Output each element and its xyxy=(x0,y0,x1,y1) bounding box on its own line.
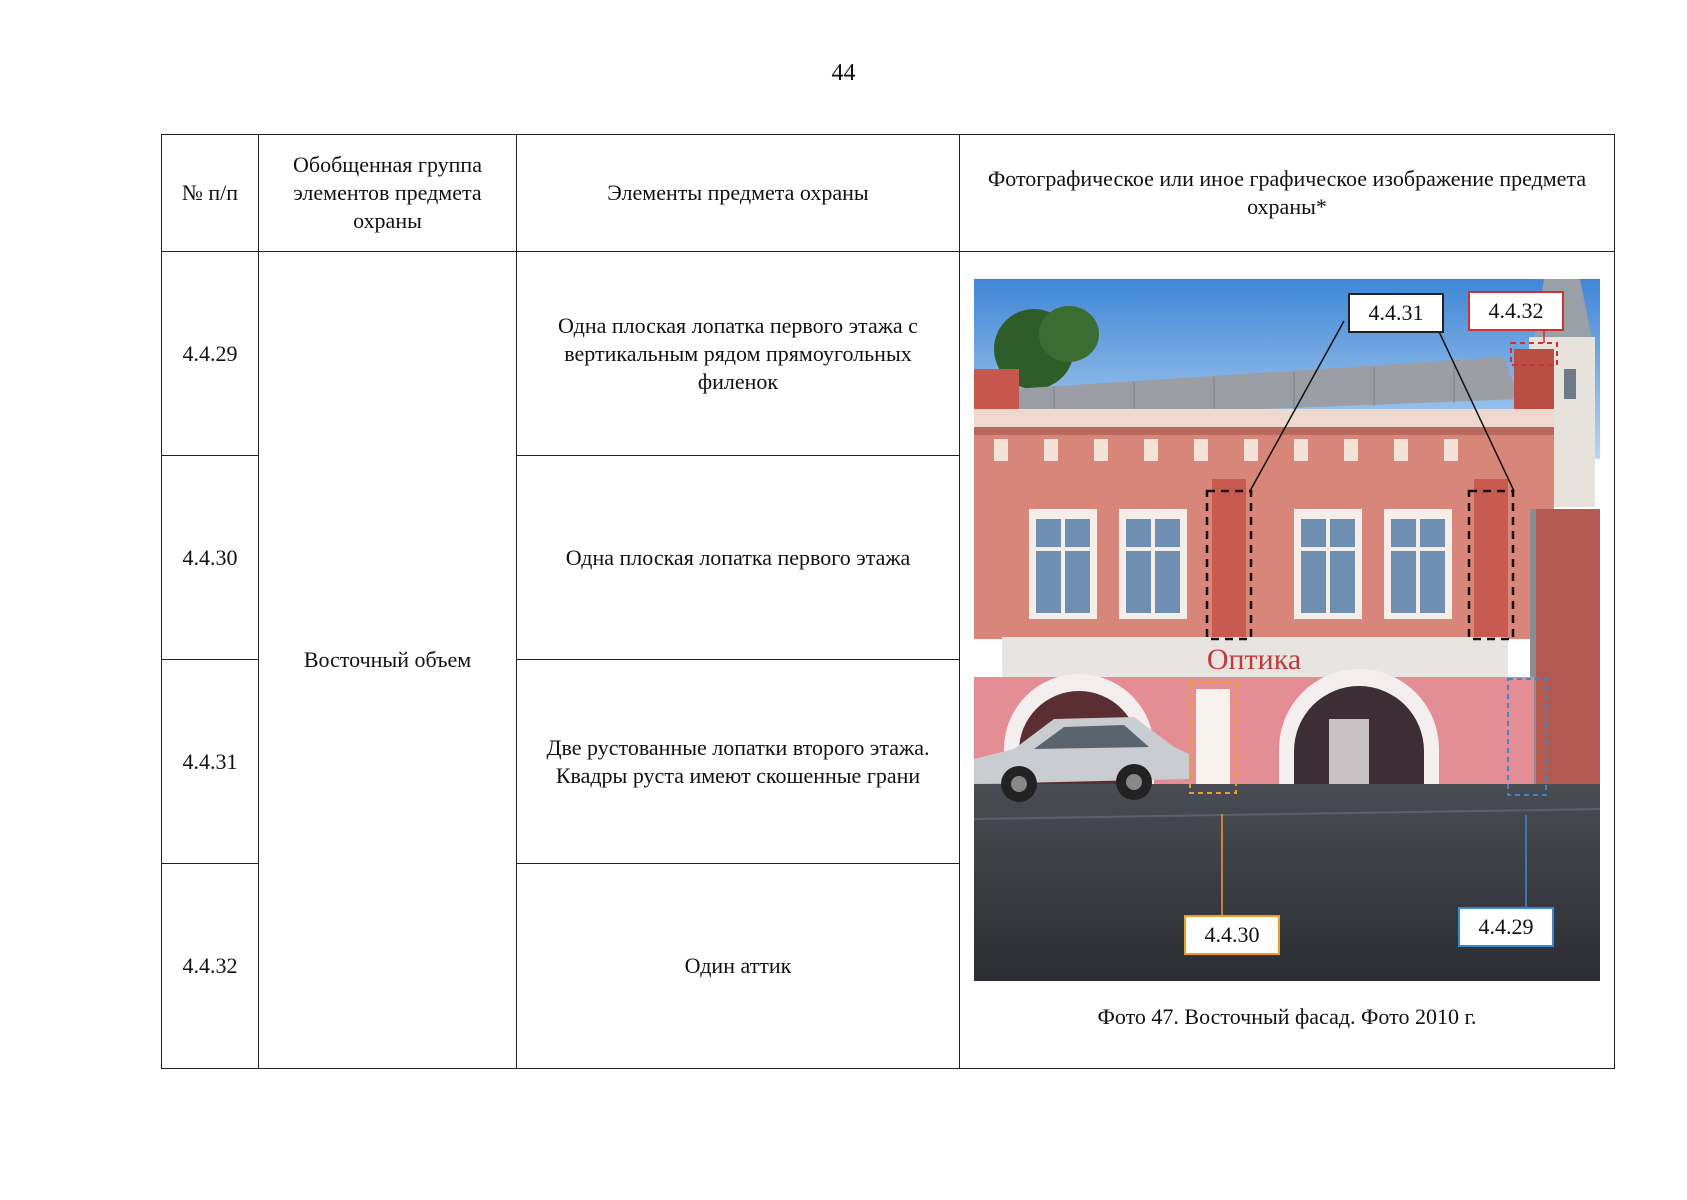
facade-illustration xyxy=(974,279,1600,981)
heritage-elements-table xyxy=(161,134,1615,1069)
header-num: № п/п xyxy=(162,135,259,252)
label-4-4-32: 4.4.32 xyxy=(1468,291,1564,331)
group-cell: Восточный объем xyxy=(259,252,517,1068)
element-cell xyxy=(517,660,960,864)
facade-photo xyxy=(974,279,1600,981)
page-number: 44 xyxy=(831,60,856,86)
element-cell: Одна плоская лопатка первого этажа xyxy=(517,456,960,660)
photo-cell xyxy=(960,252,1614,1068)
label-4-4-30: 4.4.30 xyxy=(1184,915,1280,955)
element-cell: Одна плоская лопатка первого этажа с вертикальным рядом прямоугольных филенок xyxy=(517,252,960,456)
element-text-line1: Две рустованные лопатки второго этажа. xyxy=(546,734,930,760)
row-num: 4.4.31 xyxy=(162,660,259,864)
header-group: Обобщенная группа элементов предмета охраны xyxy=(259,135,517,252)
element-cell: Один аттик xyxy=(517,864,960,1068)
photo-caption: Фото 47. Восточный фасад. Фото 2010 г. xyxy=(1097,1004,1477,1029)
header-photo: Фотографическое или иное графическое изображение предмета охраны* xyxy=(960,135,1614,252)
shop-sign: Оптика xyxy=(1206,643,1302,676)
label-4-4-31: 4.4.31 xyxy=(1348,293,1444,333)
header-elements: Элементы предмета охраны xyxy=(517,135,960,252)
label-4-4-29: 4.4.29 xyxy=(1458,907,1554,947)
row-num: 4.4.32 xyxy=(162,864,259,1068)
element-text-line2: Квадры руста имеют скошенные грани xyxy=(555,762,921,788)
row-num: 4.4.30 xyxy=(162,456,259,660)
row-num: 4.4.29 xyxy=(162,252,259,456)
